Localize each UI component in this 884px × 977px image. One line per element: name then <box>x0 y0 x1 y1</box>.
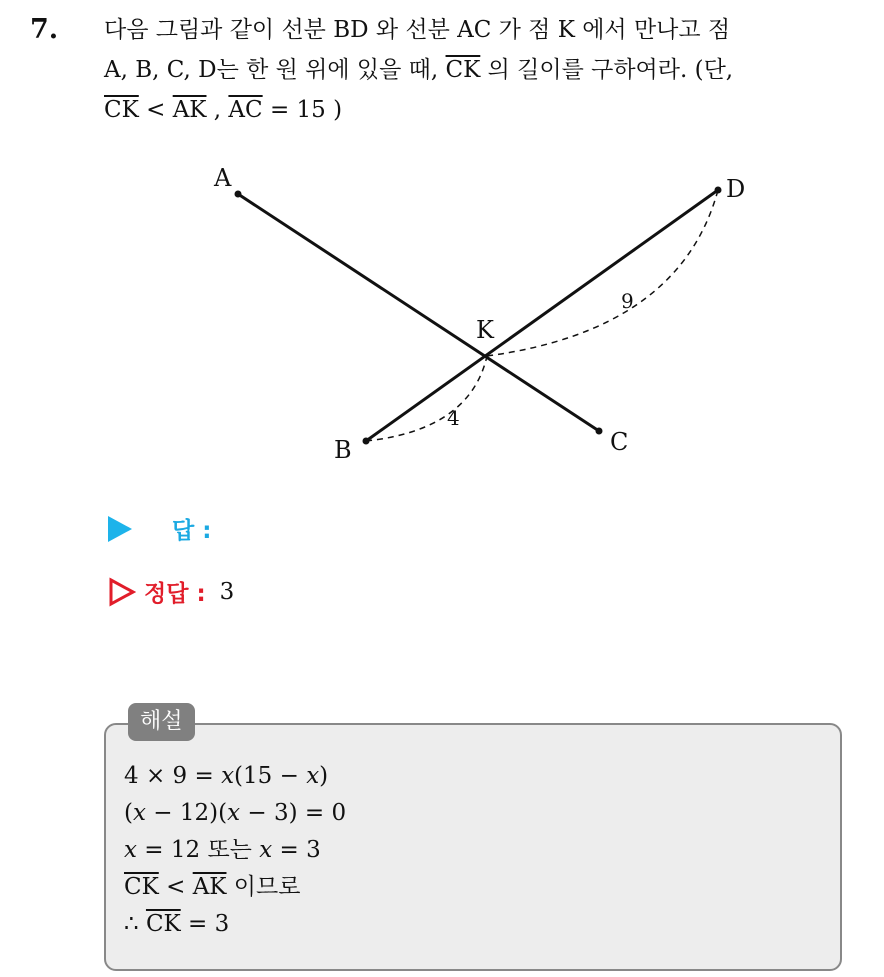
label-b: B <box>334 436 352 464</box>
solution-line-1: 4 × 9 = x(15 − x) <box>124 763 329 789</box>
label-a: A <box>214 164 232 192</box>
point-b <box>363 438 370 445</box>
label-d: D <box>726 175 746 203</box>
solution-line-5: ∴ $\overline{CK} = 3$ <box>124 911 230 937</box>
label-c: C <box>610 428 629 456</box>
question-text <box>104 10 864 130</box>
solution-tag: 해설 <box>128 703 195 741</box>
solution-line-3: x = 12 또는 x = 3 <box>124 837 321 863</box>
correct-value: 3 <box>219 578 235 605</box>
correct-answer-row <box>108 575 234 608</box>
solution-line-2: (x − 12)(x − 3) = 0 <box>124 800 347 826</box>
solution-line-4: $\overline{CK} < \overline{AK}$ 이므로 <box>124 874 301 900</box>
point-a <box>235 191 242 198</box>
answer-row <box>108 512 331 545</box>
solution-lines <box>124 758 346 943</box>
point-d <box>715 187 722 194</box>
label-length-bk: 4 <box>447 406 460 430</box>
point-c <box>596 428 603 435</box>
chord-figure <box>200 160 780 480</box>
correct-label: 정답 : <box>144 581 206 607</box>
correct-arrow-icon <box>108 577 136 607</box>
question-line-2: A, B, C, D는 한 원 위에 있을 때, $\overline{CK}$ 의 길이를 구하여라. (단, <box>104 57 734 83</box>
answer-label: 답 : <box>172 518 212 544</box>
segment-bd <box>366 190 718 441</box>
label-k: K <box>476 316 494 344</box>
question-line-1: 다음 그림과 같이 선분 BD 와 선분 AC 가 점 K 에서 만나고 점 <box>104 17 731 43</box>
label-length-kd: 9 <box>621 289 634 313</box>
question-line-3: $\overline{CK} < \overline{AK}$ , $\overline{AC} = 15$ ) <box>104 97 343 123</box>
answer-arrow-icon <box>108 516 132 542</box>
question-number: 7. <box>30 14 59 45</box>
